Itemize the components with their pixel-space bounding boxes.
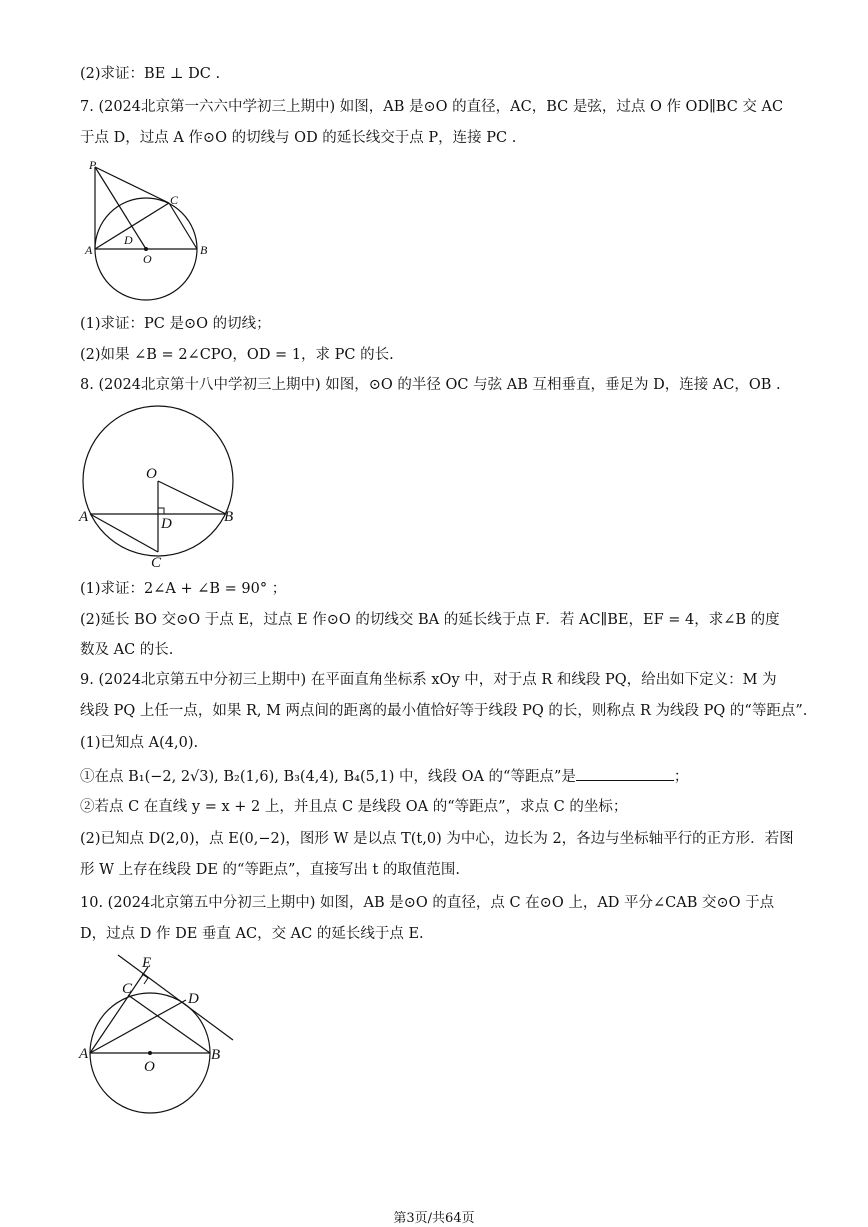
q9-stem-line1: 9. (2024北京第五中分初三上期中) 在平面直角坐标系 xOy 中，对于点 R 和线段 PQ，给出如下定义：M 为 [80, 672, 777, 688]
q8-label-d: D [161, 516, 172, 532]
q9-part1-sub2: ②若点 C 在直线 y = x + 2 上，并且点 C 是线段 OA 的“等距点”，求点 C 的坐标； [80, 799, 628, 815]
q9-part1: (1)已知点 A(4,0). [80, 735, 199, 751]
q7-label-b: B [200, 243, 208, 257]
q9-part1-sub1 [80, 766, 800, 787]
q10-label-d: D [188, 991, 199, 1007]
q10-label-b: B [211, 1047, 221, 1063]
q8-label-a: A [79, 509, 89, 525]
q10-figure [78, 950, 243, 1120]
q10-label-e: E [142, 955, 152, 971]
q7-stem-line1: 7. (2024北京第一六六中学初三上期中) 如图，AB 是⊙O 的直径，AC，BC 是弦，过点 O 作 OD∥BC 交 AC [80, 99, 784, 115]
q8-stem: 8. (2024北京第十八中学初三上期中) 如图，⊙O 的半径 OC 与弦 AB 互相垂直，垂足为 D，连接 AC，OB . [80, 377, 781, 393]
q7-label-d: D [124, 233, 133, 247]
q9-part2-line1: (2)已知点 D(2,0)，点 E(0,−2)，图形 W 是以点 T(t,0) 为中心，边长为 2，各边与坐标轴平行的正方形．若图 [80, 831, 794, 847]
q8-figure [78, 400, 248, 572]
q10-stem-line1: 10. (2024北京第五中分初三上期中) 如图，AB 是⊙O 的直径，点 C 在⊙O 上，AD 平分∠CAB 交⊙O 于点 [80, 895, 775, 911]
q6-part2: (2)求证：BE ⊥ DC . [80, 66, 221, 82]
q9-part1-sub1-end: ； [673, 769, 689, 785]
q8-part2-line1: (2)延长 BO 交⊙O 于点 E，过点 E 作⊙O 的切线交 BA 的延长线于点 F．若 AC∥BE，EF = 4，求∠B 的度 [80, 612, 780, 628]
q9-part2-line2: 形 W 上存在线段 DE 的“等距点”，直接写出 t 的取值范围. [80, 862, 461, 878]
q7-stem-line2: 于点 D，过点 A 作⊙O 的切线与 OD 的延长线交于点 P，连接 PC . [80, 130, 517, 146]
q10-label-c: C [122, 981, 133, 997]
q8-label-c: C [151, 555, 162, 571]
q8-part1: (1)求证：2∠A + ∠B = 90° ； [80, 581, 287, 597]
q7-label-a: A [85, 243, 93, 257]
q7-label-c: C [170, 193, 179, 207]
q9-stem-line2: 线段 PQ 上任一点，如果 R, M 两点间的距离的最小值恰好等于线段 PQ 的长，则称点 R 为线段 PQ 的“等距点”. [80, 703, 808, 719]
answer-blank [576, 766, 674, 781]
page-footer: 第3页/共64页 [393, 1211, 475, 1226]
q10-stem-line2: D，过点 D 作 DE 垂直 AC，交 AC 的延长线于点 E. [80, 926, 424, 942]
q7-figure [80, 155, 220, 303]
q8-label-o: O [146, 466, 157, 482]
q7-part2: (2)如果 ∠B = 2∠CPO，OD = 1，求 PC 的长. [80, 347, 394, 363]
q8-label-b: B [224, 509, 234, 525]
q8-part2-line2: 数及 AC 的长. [80, 642, 174, 658]
q10-label-a: A [79, 1046, 89, 1062]
q9-part1-sub1-text: ①在点 B₁(−2, 2√3), B₂(1,6), B₃(4,4), B₄(5,1) 中，线段 OA 的“等距点”是 [80, 769, 576, 785]
q10-label-o: O [144, 1059, 155, 1075]
q7-label-o: O [143, 252, 152, 266]
q7-part1: (1)求证：PC 是⊙O 的切线； [80, 316, 271, 332]
q7-label-p: P [89, 158, 97, 172]
